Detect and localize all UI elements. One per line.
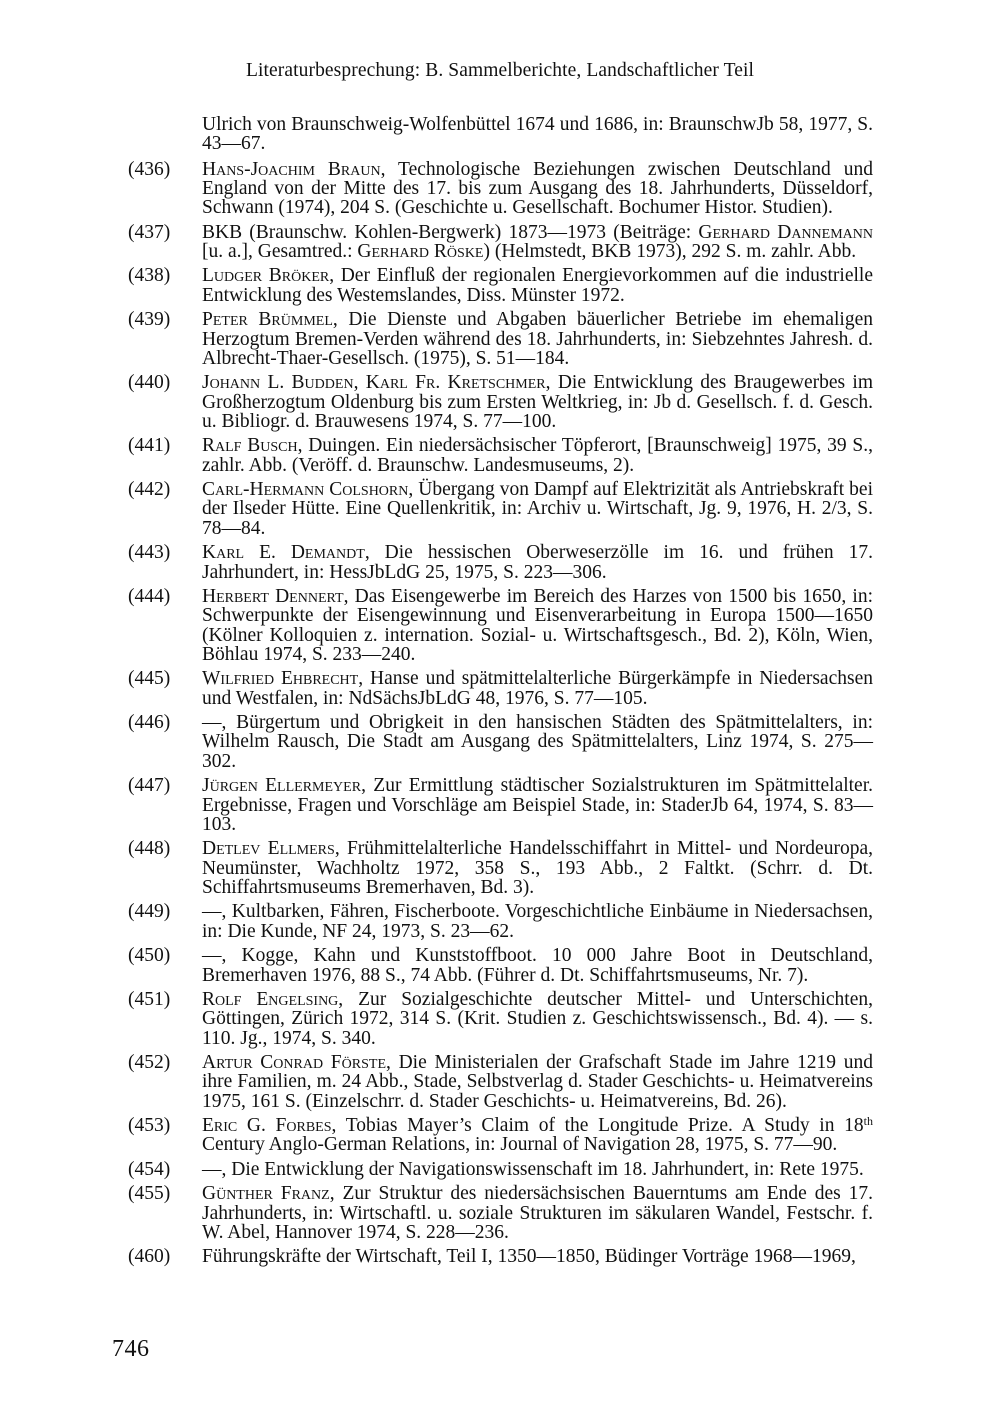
author-name: Wilfried Ehbrecht <box>202 668 359 690</box>
entry-number: (443) <box>128 542 171 564</box>
citation-text: , Zur Ermittlung städtischer Sozialstrukturen im Spätmittelalter. Ergebnisse, Fragen und Vorschläge am Beispiel Stade, in: StaderJb 64, 1974, S. 83—103. <box>202 775 874 835</box>
bibliography-entry <box>128 1053 873 1111</box>
citation-text: —, Die Entwicklung der Navigationswissenschaft im 18. Jahrhundert, in: Rete 1975. <box>202 1158 864 1180</box>
bibliography-entry <box>128 543 873 582</box>
entry-number: (449) <box>128 901 171 923</box>
entry-number: (446) <box>128 712 171 734</box>
bibliography-entry <box>128 436 873 475</box>
superscript-text: th <box>863 1114 873 1129</box>
author-name: Herbert Dennert <box>202 586 344 608</box>
entry-number: (454) <box>128 1158 171 1180</box>
bibliography-entry <box>128 839 873 897</box>
citation-text: Century Anglo-German Relations, in: Journal of Navigation 28, 1975, S. 77—90. <box>202 1134 838 1156</box>
citation-text: —, Bürgertum und Obrigkeit in den hansischen Städten des Spätmittelalters, in: Wilhelm Rausch, Die Stadt am Ausgang des Spätmittelalters, Linz 1974, S. 275—302. <box>202 712 873 772</box>
entry-number: (436) <box>128 158 171 180</box>
entry-number: (442) <box>128 479 171 501</box>
citation-text: , Übergang von Dampf auf Elektrizität als Antriebskraft bei der Ilseder Hütte. Eine Quellenkritik, in: Archiv u. Wirtschaft, Jg. 9, 1976, H. 2/3, S. 78—84. <box>202 479 873 539</box>
citation-text: , Zur Struktur des niedersächsischen Bauerntums am Ende des 17. Jahrhunderts, in: Wirtschaftl. u. soziale Strukturen im säkularen Wandel, Festschr. f. W. Abel, Hannover 1974, S. 228—236. <box>202 1183 873 1243</box>
bibliography-entry <box>128 669 873 708</box>
citation-text: Führungskräfte der Wirtschaft, Teil I, 1350—1850, Büdinger Vorträge 1968—1969, <box>202 1246 856 1268</box>
bibliography-entry <box>128 1160 873 1179</box>
running-head: Literaturbesprechung: B. Sammelberichte, Landschaftlicher Teil <box>245 60 755 81</box>
author-name: Carl-Hermann Colshorn <box>202 479 409 501</box>
author-name: Ludger Bröker <box>202 265 330 287</box>
page-number: 746 <box>112 1336 150 1362</box>
entry-number: (460) <box>128 1246 171 1268</box>
entry-number: (451) <box>128 988 171 1010</box>
entry-number: (438) <box>128 265 171 287</box>
entry-number: (445) <box>128 668 171 690</box>
author-name: Peter Brümmel <box>202 309 333 331</box>
author-name: Karl E. Demandt <box>202 542 365 564</box>
entry-number: (439) <box>128 309 171 331</box>
citation-text: [u. a.], Gesamtred.: <box>202 240 358 262</box>
bibliography-entry <box>128 223 873 262</box>
author-name: Eric G. Forbes <box>202 1115 332 1137</box>
entry-number: (441) <box>128 435 171 457</box>
bibliography-entry <box>128 902 873 941</box>
citation-text: , Frühmittelalterliche Handelsschiffahrt in Mittel- und Nordeuropa, Neumünster, Wachholtz 1972, 358 S., 193 Abb., 2 Faltkt. (Schrr. d. Dt. Schiffahrtsmuseums Bremerhaven, Bd. 3). <box>202 838 873 898</box>
citation-text: , Technologische Beziehungen zwischen Deutschland und England von der Mitte des 17. bis zum Ausgang des 18. Jahrhunderts, Düsseldorf, Schwann (1974), 204 S. (Geschichte u. Gesellschaft. Bochumer Histor. Studien). <box>202 158 873 219</box>
entry-number: (452) <box>128 1052 171 1074</box>
entry-number: (440) <box>128 372 171 394</box>
citation-text: , Die Entwicklung des Braugewerbes im Großherzogtum Oldenburg bis zum Ersten Weltkrieg, in: Jb d. Gesellsch. f. d. Gesch. u. Bibliogr. d. Brauwesens 1974, S. 77—100. <box>202 372 874 432</box>
bibliography-entry <box>128 160 873 218</box>
bibliography-entry <box>128 1184 873 1242</box>
citation-text: BKB (Braunschw. Kohlen-Bergwerk) 1873—1973 (Beiträge: <box>202 221 699 243</box>
citation-text: , Die hessischen Oberweserzölle im 16. und frühen 17. Jahrhundert, in: HessJbLdG 25, 1975, S. 223—306. <box>202 542 873 583</box>
citation-text: , Tobias Mayer’s Claim of the Longitude Prize. A Study in 18 <box>331 1115 864 1137</box>
bibliography-entry <box>128 946 873 985</box>
author-name: Hans-Joachim Braun <box>202 158 381 180</box>
entry-number: (437) <box>128 221 171 243</box>
citation-text: , Das Eisengewerbe im Bereich des Harzes von 1500 bis 1650, in: Schwerpunkte der Eisengewinnung und Eisenverarbeitung in Europa 1500—1650 (Kölner Kolloquien z. internation. Sozial- u. Wirtschaftsgesch., Bd. 2), Köln, Wien, Böhlau 1974, S. 233—240. <box>202 586 873 665</box>
entry-number: (447) <box>128 775 171 797</box>
bibliography-entry <box>128 587 873 664</box>
bibliography-entry <box>128 373 873 431</box>
entry-number: (448) <box>128 838 171 860</box>
citation-text: —, Kogge, Kahn und Kunststoffboot. 10 000 Jahre Boot in Deutschland, Bremerhaven 1976, 88 S., 74 Abb. (Führer d. Dt. Schiffahrtsmuseums, Nr. 7). <box>202 945 873 986</box>
bibliography-entry <box>128 1116 873 1155</box>
author-name: Detlev Ellmers <box>202 838 335 860</box>
author-name: Rolf Engelsing <box>202 988 339 1010</box>
author-name: Karl Fr. Kretschmer <box>365 372 546 394</box>
bibliography-list <box>128 115 873 1272</box>
bibliography-entry <box>128 1247 873 1266</box>
bibliography-entry <box>128 776 873 834</box>
citation-text: , <box>353 372 366 394</box>
bibliography-entry <box>128 990 873 1048</box>
bibliography-entry <box>128 713 873 771</box>
author-name: Ralf Busch <box>202 435 298 457</box>
author-name: Johann L. Budden <box>202 372 354 394</box>
citation-text: , Die Dienste und Abgaben bäuerlicher Betriebe im ehemaligen Herzogtum Bremen-Verden während des 18. Jahrhunderts, in: Siebzehntes Jahresh. d. Albrecht-Thaer-Gesellsch. (1975), S. 51—184. <box>202 309 873 369</box>
bibliography-entry <box>128 480 873 538</box>
citation-text: ) (Helmstedt, BKB 1973), 292 S. m. zahlr. Abb. <box>483 240 857 262</box>
citation-text: , Die Ministerialen der Grafschaft Stade im Jahre 1219 und ihre Familien, m. 24 Abb., Stade, Selbstverlag d. Stader Geschichts- u. Heimatvereins 1975, 161 S. (Einzelschrr. d. Stader Geschichts- u. Heimatvereins, Bd. 26). <box>202 1052 873 1112</box>
entry-number: (455) <box>128 1183 171 1205</box>
citation-text: —, Kultbarken, Fähren, Fischerboote. Vorgeschichtliche Einbäume in Niedersachsen, in: Die Kunde, NF 24, 1973, S. 23—62. <box>202 901 873 942</box>
entry-number: (450) <box>128 945 171 967</box>
author-name: Artur Conrad Förste <box>202 1052 386 1074</box>
author-name: Günther Franz <box>202 1183 330 1205</box>
continuation-text: Ulrich von Braunschweig-Wolfenbüttel 1674 und 1686, in: BraunschwJb 58, 1977, S. 43—67. <box>202 114 873 155</box>
author-name: Jürgen Ellermeyer <box>202 775 362 797</box>
citation-text: , Duingen. Ein niedersächsischer Töpferort, [Braunschweig] 1975, 39 S., zahlr. Abb. (Veröff. d. Braunschw. Landesmuseums, 2). <box>202 435 873 476</box>
citation-text: , Zur Sozialgeschichte deutscher Mittel- und Unterschichten, Göttingen, Zürich 1972, 314 S. (Krit. Studien z. Geschichtswissensch., Bd. 4). — s. 110. Jg., 1974, S. 340. <box>202 988 873 1049</box>
author-name: Gerhard Dannemann <box>698 221 873 243</box>
bibliography-entry <box>128 266 873 305</box>
author-name: Gerhard Röske <box>357 240 484 262</box>
citation-text: , Hanse und spätmittelalterliche Bürgerkämpfe in Niedersachsen und Westfalen, in: NdSächsJbLdG 48, 1976, S. 77—105. <box>202 668 873 709</box>
bibliography-entry <box>128 310 873 368</box>
citation-text: , Der Einfluß der regionalen Energievorkommen auf die industrielle Entwicklung des Westemslandes, Diss. Münster 1972. <box>202 265 873 306</box>
entry-number: (444) <box>128 586 171 608</box>
entry-number: (453) <box>128 1115 171 1137</box>
